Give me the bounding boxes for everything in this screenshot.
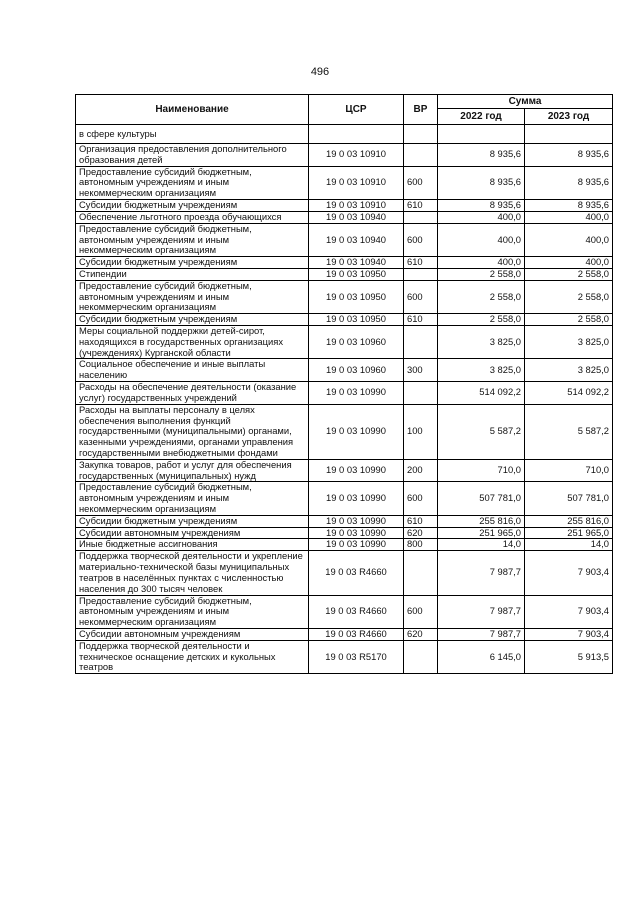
table-row [76, 223, 613, 256]
table-row [76, 404, 613, 459]
header-csr: ЦСР [309, 95, 404, 125]
cell-2022: 710,0 [438, 459, 525, 482]
cell-2023: 2 558,0 [525, 280, 613, 313]
cell-name: в сфере культуры [76, 125, 309, 144]
cell-2022 [438, 125, 525, 144]
cell-csr: 19 0 03 10940 [309, 211, 404, 223]
cell-2022: 8 935,6 [438, 144, 525, 167]
cell-csr [309, 125, 404, 144]
cell-2022: 251 965,0 [438, 527, 525, 539]
table-row [76, 628, 613, 640]
cell-2022: 7 987,7 [438, 551, 525, 595]
cell-name: Субсидии автономным учреждениям [76, 527, 309, 539]
cell-vr [404, 382, 438, 405]
cell-2022: 5 587,2 [438, 404, 525, 459]
table-row [76, 280, 613, 313]
cell-vr [404, 144, 438, 167]
cell-2023: 7 903,4 [525, 628, 613, 640]
cell-vr: 610 [404, 515, 438, 527]
table-row [76, 144, 613, 167]
cell-vr [404, 211, 438, 223]
page-number: 496 [310, 66, 330, 78]
cell-vr: 600 [404, 223, 438, 256]
cell-2023: 7 903,4 [525, 595, 613, 628]
cell-csr: 19 0 03 10950 [309, 268, 404, 280]
cell-name: Организация предоставления дополнительного образования детей [76, 144, 309, 167]
cell-csr: 19 0 03 10990 [309, 515, 404, 527]
cell-2022: 400,0 [438, 211, 525, 223]
cell-vr: 620 [404, 628, 438, 640]
cell-vr [404, 551, 438, 595]
cell-vr [404, 640, 438, 673]
table-row [76, 482, 613, 515]
cell-name: Иные бюджетные ассигнования [76, 539, 309, 551]
cell-name: Субсидии бюджетным учреждениям [76, 515, 309, 527]
cell-csr: 19 0 03 10990 [309, 527, 404, 539]
table-row [76, 268, 613, 280]
header-2023: 2023 год [525, 109, 613, 125]
cell-csr: 19 0 03 10910 [309, 144, 404, 167]
cell-2023: 400,0 [525, 257, 613, 269]
cell-csr: 19 0 03 10990 [309, 404, 404, 459]
cell-vr [404, 326, 438, 359]
cell-csr: 19 0 03 R4660 [309, 595, 404, 628]
cell-2023: 400,0 [525, 223, 613, 256]
cell-vr: 200 [404, 459, 438, 482]
cell-2023: 255 816,0 [525, 515, 613, 527]
cell-csr: 19 0 03 R5170 [309, 640, 404, 673]
table-row [76, 314, 613, 326]
cell-csr: 19 0 03 10960 [309, 326, 404, 359]
cell-2023: 8 935,6 [525, 144, 613, 167]
cell-2022: 6 145,0 [438, 640, 525, 673]
cell-csr: 19 0 03 10960 [309, 359, 404, 382]
cell-csr: 19 0 03 10910 [309, 200, 404, 212]
cell-csr: 19 0 03 10990 [309, 382, 404, 405]
cell-vr: 600 [404, 482, 438, 515]
cell-2022: 2 558,0 [438, 268, 525, 280]
cell-2023 [525, 125, 613, 144]
cell-vr: 610 [404, 200, 438, 212]
cell-vr: 610 [404, 257, 438, 269]
table-row [76, 595, 613, 628]
cell-name: Расходы на обеспечение деятельности (оказание услуг) государственных учреждений [76, 382, 309, 405]
cell-csr: 19 0 03 10990 [309, 539, 404, 551]
cell-2023: 400,0 [525, 211, 613, 223]
table-row [76, 125, 613, 144]
cell-2022: 8 935,6 [438, 166, 525, 199]
table-row [76, 640, 613, 673]
cell-vr [404, 125, 438, 144]
cell-2022: 2 558,0 [438, 280, 525, 313]
header-2022: 2022 год [438, 109, 525, 125]
cell-vr: 620 [404, 527, 438, 539]
cell-2023: 8 935,6 [525, 166, 613, 199]
cell-2023: 710,0 [525, 459, 613, 482]
table-row [76, 551, 613, 595]
cell-vr: 100 [404, 404, 438, 459]
cell-name: Предоставление субсидий бюджетным, автономным учреждениям и иным некоммерческим организациям [76, 482, 309, 515]
cell-name: Субсидии бюджетным учреждениям [76, 314, 309, 326]
cell-csr: 19 0 03 10940 [309, 257, 404, 269]
cell-name: Предоставление субсидий бюджетным, автономным учреждениям и иным некоммерческим организациям [76, 223, 309, 256]
cell-name: Закупка товаров, работ и услуг для обеспечения государственных (муниципальных) нужд [76, 459, 309, 482]
table-row [76, 359, 613, 382]
cell-2022: 514 092,2 [438, 382, 525, 405]
table-body [76, 125, 613, 674]
cell-vr: 600 [404, 166, 438, 199]
cell-vr: 600 [404, 280, 438, 313]
cell-name: Стипендии [76, 268, 309, 280]
cell-vr: 800 [404, 539, 438, 551]
table-row [76, 527, 613, 539]
cell-name: Предоставление субсидий бюджетным, автономным учреждениям и иным некоммерческим организациям [76, 166, 309, 199]
cell-2023: 5 913,5 [525, 640, 613, 673]
cell-name: Поддержка творческой деятельности и техническое оснащение детских и кукольных театров [76, 640, 309, 673]
table-header [76, 95, 613, 125]
cell-csr: 19 0 03 10950 [309, 280, 404, 313]
table-row [76, 539, 613, 551]
cell-2023: 507 781,0 [525, 482, 613, 515]
cell-name: Социальное обеспечение и иные выплаты населению [76, 359, 309, 382]
cell-name: Предоставление субсидий бюджетным, автономным учреждениям и иным некоммерческим организациям [76, 280, 309, 313]
table-row [76, 166, 613, 199]
cell-2023: 14,0 [525, 539, 613, 551]
cell-name: Субсидии бюджетным учреждениям [76, 200, 309, 212]
cell-2023: 8 935,6 [525, 200, 613, 212]
budget-table [75, 94, 613, 674]
cell-vr: 610 [404, 314, 438, 326]
table-row [76, 211, 613, 223]
cell-csr: 19 0 03 R4660 [309, 628, 404, 640]
cell-2023: 251 965,0 [525, 527, 613, 539]
cell-vr: 600 [404, 595, 438, 628]
cell-2022: 3 825,0 [438, 326, 525, 359]
table-row [76, 515, 613, 527]
cell-csr: 19 0 03 10940 [309, 223, 404, 256]
cell-2022: 507 781,0 [438, 482, 525, 515]
cell-vr [404, 268, 438, 280]
cell-vr: 300 [404, 359, 438, 382]
cell-name: Предоставление субсидий бюджетным, автономным учреждениям и иным некоммерческим организациям [76, 595, 309, 628]
cell-2022: 3 825,0 [438, 359, 525, 382]
cell-csr: 19 0 03 10990 [309, 482, 404, 515]
cell-name: Расходы на выплаты персоналу в целях обеспечения выполнения функций государственными (муниципальными) органами, казенными учреждениями, органами управления государственными внебюджетными фондами [76, 404, 309, 459]
header-name: Наименование [76, 95, 309, 125]
table-row [76, 326, 613, 359]
cell-2022: 14,0 [438, 539, 525, 551]
cell-name: Субсидии бюджетным учреждениям [76, 257, 309, 269]
cell-2023: 2 558,0 [525, 268, 613, 280]
cell-2022: 8 935,6 [438, 200, 525, 212]
cell-2022: 400,0 [438, 257, 525, 269]
table-row [76, 459, 613, 482]
cell-csr: 19 0 03 10990 [309, 459, 404, 482]
cell-2023: 3 825,0 [525, 359, 613, 382]
cell-csr: 19 0 03 R4660 [309, 551, 404, 595]
cell-2022: 400,0 [438, 223, 525, 256]
cell-2023: 5 587,2 [525, 404, 613, 459]
cell-2023: 3 825,0 [525, 326, 613, 359]
cell-csr: 19 0 03 10950 [309, 314, 404, 326]
table-row [76, 200, 613, 212]
table-row [76, 382, 613, 405]
cell-2022: 255 816,0 [438, 515, 525, 527]
header-vr: ВР [404, 95, 438, 125]
cell-name: Субсидии автономным учреждениям [76, 628, 309, 640]
cell-name: Меры социальной поддержки детей-сирот, находящихся в государственных организациях (учреждениях) Курганской области [76, 326, 309, 359]
table-row [76, 257, 613, 269]
cell-name: Поддержка творческой деятельности и укрепление материально-технической базы муниципальных театров в населённых пунктах с численностью населения до 300 тысяч человек [76, 551, 309, 595]
cell-2023: 2 558,0 [525, 314, 613, 326]
cell-name: Обеспечение льготного проезда обучающихся [76, 211, 309, 223]
header-sum: Сумма [438, 95, 613, 109]
cell-csr: 19 0 03 10910 [309, 166, 404, 199]
cell-2023: 514 092,2 [525, 382, 613, 405]
cell-2022: 7 987,7 [438, 628, 525, 640]
cell-2023: 7 903,4 [525, 551, 613, 595]
cell-2022: 2 558,0 [438, 314, 525, 326]
cell-2022: 7 987,7 [438, 595, 525, 628]
